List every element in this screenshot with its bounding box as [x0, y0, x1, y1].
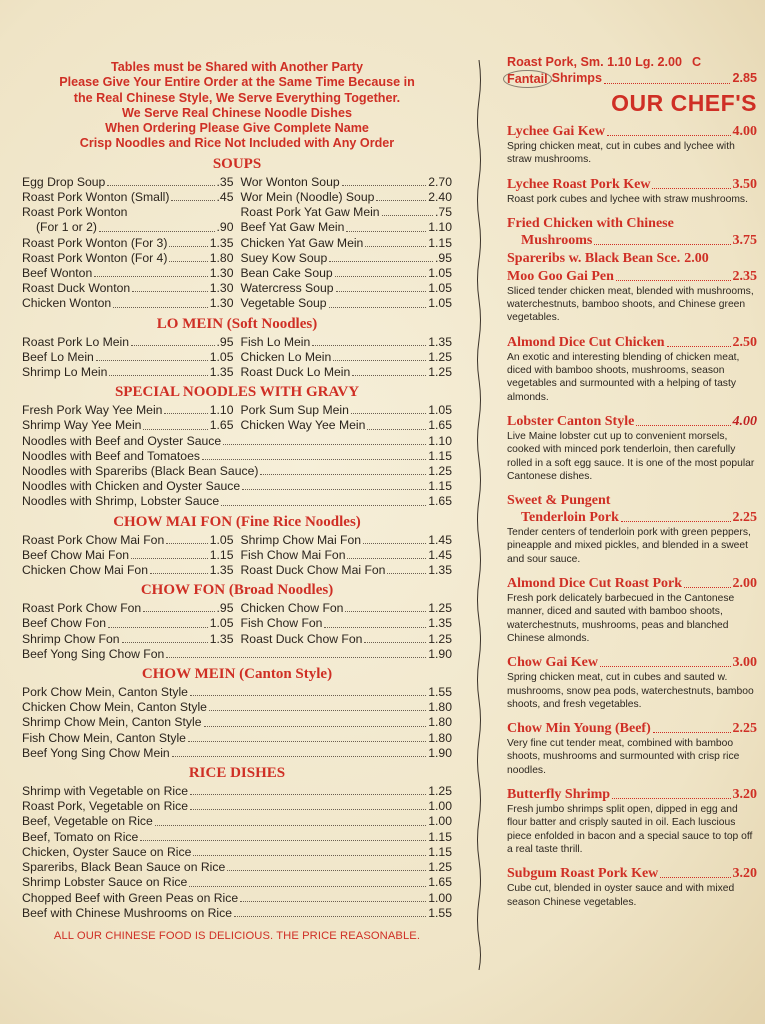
chef-item [507, 575, 757, 645]
item-name: Beef Yong Sing Chow Fon [22, 646, 165, 661]
item-name: Chicken Chow Mein, Canton Style [22, 700, 207, 715]
item-price: 1.80 [428, 715, 452, 730]
item-name: Beef Chow Mai Fon [22, 547, 130, 562]
menu-item [241, 616, 453, 631]
item-name: Beef Chow Fon [22, 616, 107, 631]
menu-item [241, 175, 453, 190]
item-price: 2.25 [732, 510, 757, 526]
item-name: Beef with Chinese Mushrooms on Rice [22, 905, 232, 920]
menu-item [22, 548, 234, 563]
item-name: Beef Yong Sing Chow Mein [22, 745, 170, 760]
item-price: 1.90 [428, 745, 452, 760]
item-name: Shrimp Way Yee Mein [22, 418, 142, 433]
item-price: 1.15 [428, 479, 452, 494]
item-description: Very fine cut tender meat, combined with bamboo shoots, mushrooms and surmounted with crisp rice noodles. [507, 738, 740, 776]
item-price: .90 [216, 220, 234, 235]
lo-mein-list [22, 335, 452, 381]
item-description: Cube cut, blended in oyster sauce and with mixed season Chinese vegetables. [507, 883, 735, 908]
menu-item [22, 220, 234, 235]
item-price: 1.80 [428, 730, 452, 745]
menu-item [241, 251, 453, 266]
item-price: 1.10 [428, 433, 452, 448]
item-price: 1.15 [428, 844, 452, 859]
item-name: Chicken Lo Mein [240, 349, 332, 364]
chef-item [507, 268, 757, 325]
item-name: Noodles with Beef and Tomatoes [22, 448, 200, 463]
item-name: Chicken Chow Mai Fon [22, 563, 148, 578]
item-price: 1.30 [209, 266, 234, 280]
menu-item [22, 175, 234, 190]
item-name: Noodles with Spareribs (Black Bean Sauce) [22, 464, 259, 479]
rice-dishes-list [22, 784, 452, 921]
menu-item [22, 731, 452, 746]
item-name: Noodles with Shrimp, Lobster Sauce [22, 494, 220, 509]
item-price: 2.25 [732, 721, 757, 737]
menu-item [241, 190, 453, 205]
item-name: Chicken Yat Gaw Mein [240, 235, 364, 250]
footer-slogan: ALL OUR CHINESE FOOD IS DELICIOUS. THE PRICE REASONABLE. [53, 929, 421, 942]
item-price: 3.75 [732, 232, 757, 248]
lo-mein-right [241, 335, 453, 381]
item-price: 1.45 [428, 532, 452, 547]
item-name: Egg Drop Soup [22, 174, 106, 189]
item-description: Spring chicken meat, cut in cubes and sauted w. mushrooms, snow pea pods, waterchestnuts, bamboo shoots, and fresh vegetables. [507, 672, 754, 710]
menu-item [241, 403, 453, 418]
item-price: 1.90 [428, 646, 452, 661]
menu-item [241, 632, 453, 647]
item-description: Spring chicken meat, cut in cubes and lychee with straw mushrooms. [507, 141, 735, 166]
menu-item [22, 685, 452, 700]
menu-item [22, 449, 452, 464]
menu-item [241, 266, 453, 281]
section-title-special-noodles: SPECIAL NOODLES WITH GRAVY [114, 384, 360, 401]
item-name: Butterfly Shrimp [507, 787, 611, 803]
item-name: Almond Dice Cut Roast Pork [507, 576, 682, 592]
menu-item [241, 418, 453, 433]
item-name: Vegetable Soup [240, 296, 327, 311]
item-name: Suey Kow Soup [240, 250, 328, 265]
menu-item [241, 548, 453, 563]
section-title-soups: SOUPS [212, 155, 262, 172]
item-description: Live Maine lobster cut up to convenient morsels, cooked with minced pork tenderloin, then carefully rolled in a soft egg sauce. It is one of the most popular Cantonese dishes. [507, 430, 755, 482]
item-name: Beef, Vegetable on Rice [22, 814, 153, 829]
chow-mein-list [22, 685, 452, 761]
item-name: (For 1 or 2) [36, 220, 97, 235]
item-name: Roast Duck Wonton [22, 281, 131, 296]
menu-item [22, 715, 452, 730]
item-name: Roast Pork Chow Mai Fon [22, 532, 165, 547]
special-noodles-list [22, 434, 452, 510]
menu-item [241, 205, 453, 220]
notice-line: Crisp Noodles and Rice Not Included with Any Order [79, 136, 395, 151]
item-description: Roast pork cubes and lychee with straw mushrooms. [507, 193, 748, 205]
item-name: Fish Chow Mein, Canton Style [22, 730, 186, 745]
item-name: Noodles with Chicken and Oyster Sauce [22, 479, 241, 494]
item-price: 1.30 [209, 296, 234, 311]
left-column [22, 60, 452, 942]
item-price: 1.05 [209, 616, 234, 631]
item-price: 1.35 [209, 631, 234, 646]
item-price: 1.25 [428, 860, 452, 875]
item-price: 3.00 [732, 655, 757, 671]
item-name: Roast Pork Wonton [22, 205, 128, 220]
section-title-lo-mein: LO MEIN (Soft Noodles) [156, 315, 318, 332]
item-name: Chicken Wonton [22, 296, 112, 311]
special-noodles-pairs [22, 403, 452, 433]
menu-item [22, 296, 234, 311]
order-notice [22, 60, 452, 152]
item-name: Chicken Way Yee Mein [240, 418, 366, 433]
menu-item-top [507, 70, 757, 88]
item-name: Spareribs, Black Bean Sauce on Rice [22, 860, 226, 875]
item-price: 1.25 [428, 631, 452, 646]
item-price: 2.00 [732, 576, 757, 592]
menu-item [22, 647, 452, 662]
item-price: 1.05 [209, 349, 234, 364]
item-price: 1.05 [428, 266, 452, 280]
item-name-circled: Fantail [503, 70, 552, 88]
menu-item [241, 365, 453, 380]
menu-item [22, 365, 234, 380]
item-price: 1.30 [209, 281, 234, 296]
item-price: 1.05 [428, 296, 452, 311]
menu-item [241, 335, 453, 350]
menu-item [22, 563, 234, 578]
item-price: 1.35 [209, 365, 234, 380]
item-price: 2.35 [732, 268, 757, 284]
chef-item [507, 654, 757, 711]
section-title-chow-mein: CHOW MEIN (Canton Style) [141, 666, 333, 683]
item-name: Roast Duck Chow Mai Fon [240, 563, 386, 578]
item-price: 2.00 [684, 250, 709, 266]
chef-item [507, 123, 757, 167]
item-price: 4.00 [732, 124, 757, 139]
item-price: 3.50 [732, 176, 757, 192]
soups-right [241, 175, 453, 312]
item-name: Roast Pork Lo Mein [22, 334, 130, 349]
item-price: 1.10 [209, 403, 234, 418]
item-name: Chicken Chow Fon [240, 601, 344, 616]
item-price: 1.25 [428, 464, 452, 479]
soups-left [22, 175, 241, 312]
item-price: 1.25 [428, 365, 452, 380]
item-name: Roast Pork Yat Gaw Mein [240, 205, 380, 220]
menu-item [22, 266, 234, 281]
item-name: Fish Chow Mai Fon [240, 547, 346, 562]
item-price: 1.25 [428, 349, 452, 364]
chow-fon-right [241, 601, 453, 647]
item-name: Beef Wonton [22, 266, 93, 280]
item-price: 2.50 [732, 334, 757, 350]
menu-item [22, 479, 452, 494]
item-name: Lobster Canton Style [507, 413, 635, 429]
item-price: 1.05 [428, 403, 452, 418]
section-title-chow-mai-fon: CHOW MAI FON (Fine Rice Noodles) [113, 513, 361, 530]
item-price: 2.85 [732, 71, 757, 85]
item-price: .95 [216, 601, 234, 616]
menu-item [22, 784, 452, 799]
item-price: 1.55 [428, 905, 452, 920]
item-price: 1.45 [428, 547, 452, 562]
menu-item [22, 205, 234, 220]
item-price: 1.00 [428, 799, 452, 814]
menu-item [22, 845, 452, 860]
item-price: 1.05 [209, 532, 234, 547]
lo-mein-left [22, 335, 241, 381]
item-name: Lychee Gai Kew [507, 124, 605, 139]
chow-fon-left [22, 601, 241, 647]
notice-line: We Serve Real Chinese Noodle Dishes [121, 105, 353, 120]
menu-item [22, 251, 234, 266]
menu-item [22, 434, 452, 449]
item-name: Lychee Roast Pork Kew [507, 176, 651, 192]
chow-mai-fon-list [22, 533, 452, 579]
menu-item [22, 418, 234, 433]
menu-item [22, 236, 234, 251]
item-name: Shrimp Lo Mein [22, 365, 108, 380]
menu-item [241, 296, 453, 311]
item-price: 1.65 [209, 418, 234, 433]
item-price: 1.15 [428, 235, 452, 250]
item-price: 1.80 [428, 700, 452, 715]
chow-mai-fon-left [22, 533, 241, 579]
item-price: 1.35 [209, 563, 234, 578]
item-name: Shrimp Chow Fon [22, 631, 120, 646]
menu-item [22, 799, 452, 814]
chef-item [507, 720, 757, 777]
item-name: Roast Pork Wonton (For 3) [22, 235, 168, 250]
item-price: 1.10 [428, 220, 452, 235]
column-divider [476, 60, 482, 970]
item-name: Pork Chow Mein, Canton Style [22, 685, 188, 700]
menu-item [22, 906, 452, 921]
item-name: Chicken, Oyster Sauce on Rice [22, 844, 192, 859]
item-name: Roast Pork Wonton (For 4) [22, 250, 168, 265]
menu-item [241, 220, 453, 235]
item-name: Shrimp with Vegetable on Rice [22, 784, 188, 799]
item-price: 1.35 [428, 334, 452, 349]
menu-item [22, 403, 234, 418]
item-name: Shrimp Lobster Sauce on Rice [22, 875, 188, 890]
notice-line: Tables must be Shared with Another Party [111, 60, 363, 74]
menu-item [241, 563, 453, 578]
menu-item [241, 281, 453, 296]
item-price: 3.20 [732, 866, 757, 882]
special-left [22, 403, 241, 433]
item-name: Chow Min Young (Beef) [507, 721, 651, 737]
item-price: 1.00 [428, 890, 452, 905]
item-price: 2.70 [428, 174, 452, 189]
menu-item [22, 616, 234, 631]
section-title-chow-fon: CHOW FON (Broad Noodles) [140, 582, 334, 599]
item-price: 1.25 [428, 784, 452, 799]
right-column [507, 54, 757, 918]
item-price: .35 [216, 174, 234, 189]
menu-item [22, 350, 234, 365]
chef-item [507, 786, 757, 856]
item-price: 1.25 [428, 601, 452, 616]
menu-item [241, 601, 453, 616]
item-price: 1.65 [428, 418, 452, 433]
chef-item [507, 334, 757, 404]
item-price: 1.35 [428, 616, 452, 631]
item-price: 1.65 [428, 875, 452, 890]
item-price: 1.55 [428, 685, 452, 700]
menu-item [241, 350, 453, 365]
item-description: Tender centers of tenderloin pork with green peppers, pineapple and mixed pickles, and blended in a sweet and sour sauce. [507, 527, 751, 565]
item-price: .95 [216, 334, 234, 349]
menu-item-top [507, 54, 757, 70]
item-name: Shrimps [551, 71, 602, 85]
item-name: Roast Duck Lo Mein [240, 365, 351, 380]
item-price: 1.05 [428, 281, 452, 296]
item-price: 1.15 [428, 448, 452, 463]
item-name: Shrimp Chow Mein, Canton Style [22, 715, 202, 730]
item-name: Roast Duck Chow Fon [240, 631, 363, 646]
item-name-cont: Tenderloin Pork [521, 510, 619, 526]
menu-item [22, 830, 452, 845]
item-name: Almond Dice Cut Chicken [507, 334, 665, 350]
item-price: .75 [435, 205, 452, 220]
item-name: Chow Gai Kew [507, 655, 598, 671]
menu-item [22, 281, 234, 296]
item-price: .45 [216, 189, 234, 204]
chefs-heading: OUR CHEF'S [611, 90, 757, 116]
item-name: Roast Pork, Vegetable on Rice [22, 799, 188, 814]
item-name: Fresh Pork Way Yee Mein [22, 403, 163, 418]
item-name: Chopped Beef with Green Peas on Rice [22, 890, 239, 905]
item-name: Bean Cake Soup [240, 266, 333, 280]
item-name: Roast Pork Wonton (Small) [22, 189, 170, 204]
menu-item [22, 632, 234, 647]
menu-item [22, 494, 452, 509]
item-price: .95 [435, 250, 452, 265]
menu-item [22, 891, 452, 906]
chow-fon-list [22, 601, 452, 647]
item-description: Fresh pork delicately barbecued in the Cantonese manner, diced and sauted with bamboo shoots, waterchestnuts, mushrooms, peas and blanched Chinese almonds. [507, 593, 735, 644]
item-description: Sliced tender chicken meat, blended with mushrooms, waterchestnuts, bamboo shoots, and Chinese green vegetables. [507, 285, 754, 324]
item-name: Noodles with Beef and Oyster Sauce [22, 433, 222, 448]
chef-item [507, 492, 757, 566]
item-name: Shrimp Chow Mai Fon [240, 532, 362, 547]
item-description: Fresh jumbo shrimps split open, dipped in egg and flour batter and crisply sauted in oil. Each luscious piece enfolded in bacon and a special sauce to top off a real taste thrill. [507, 804, 753, 855]
cut-off-text: C [691, 55, 702, 69]
notice-line: the Real Chinese Style, We Serve Everything Together. [73, 90, 401, 105]
chef-item [507, 413, 757, 483]
section-title-rice-dishes: RICE DISHES [188, 765, 286, 782]
menu-item [22, 814, 452, 829]
item-name: Beef, Tomato on Rice [22, 829, 139, 844]
item-description: An exotic and interesting blending of chicken meat, diced with bamboo shoots, mushrooms, season vegetables and surmounted with a helping of tasty almonds. [507, 351, 740, 403]
item-name: Fish Lo Mein [240, 334, 311, 349]
menu-item [22, 533, 234, 548]
item-name: Sweet & Pungent [507, 493, 611, 509]
menu-item [22, 700, 452, 715]
menu-item [22, 190, 234, 205]
menu-item [241, 236, 453, 251]
menu-item [241, 533, 453, 548]
item-price: 1.15 [209, 547, 234, 562]
soups-list [22, 175, 452, 312]
item-price-handwritten: 4.00 [732, 413, 757, 429]
item-price: 3.20 [732, 787, 757, 803]
notice-line: Please Give Your Entire Order at the Same Time Because in [59, 75, 415, 90]
menu-item [22, 875, 452, 890]
chow-mai-fon-right [241, 533, 453, 579]
item-name: Fish Chow Fon [240, 616, 323, 631]
item-name: Beef Yat Gaw Mein [240, 220, 345, 235]
notice-line: When Ordering Please Give Complete Name [105, 121, 369, 136]
menu-item [22, 860, 452, 875]
item-price: 1.35 [428, 563, 452, 578]
item-name: Fried Chicken with Chinese [507, 215, 674, 231]
item-price: 1.65 [428, 494, 452, 509]
item-name: Wor Mein (Noodle) Soup [240, 189, 375, 204]
item-name: Subgum Roast Pork Kew [507, 866, 659, 882]
item-name: Beef Lo Mein [22, 349, 94, 364]
item-name: Pork Sum Sup Mein [240, 403, 349, 418]
item-price: 2.40 [428, 189, 452, 204]
chef-item [507, 865, 757, 909]
menu-item [22, 464, 452, 479]
item-name: Moo Goo Gai Pen [507, 268, 614, 284]
item-price: 1.00 [428, 814, 452, 829]
chef-item [507, 250, 757, 267]
item-name: Spareribs w. Black Bean Sce. [507, 250, 681, 266]
item-name: Roast Pork Chow Fon [22, 601, 142, 616]
item-price: 1.15 [428, 829, 452, 844]
chef-item [507, 176, 757, 206]
chef-item [507, 215, 757, 249]
item-name: Wor Wonton Soup [240, 174, 340, 189]
menu-item [22, 335, 234, 350]
item-name-cont: Mushrooms [521, 232, 593, 248]
item-price: 1.80 [209, 250, 234, 265]
item-price: 1.35 [209, 235, 234, 250]
special-right [241, 403, 453, 433]
menu-item [22, 746, 452, 761]
item-name: Watercress Soup [240, 281, 334, 296]
menu-item [22, 601, 234, 616]
item-name: Roast Pork, Sm. 1.10 Lg. 2.00 [507, 55, 682, 69]
